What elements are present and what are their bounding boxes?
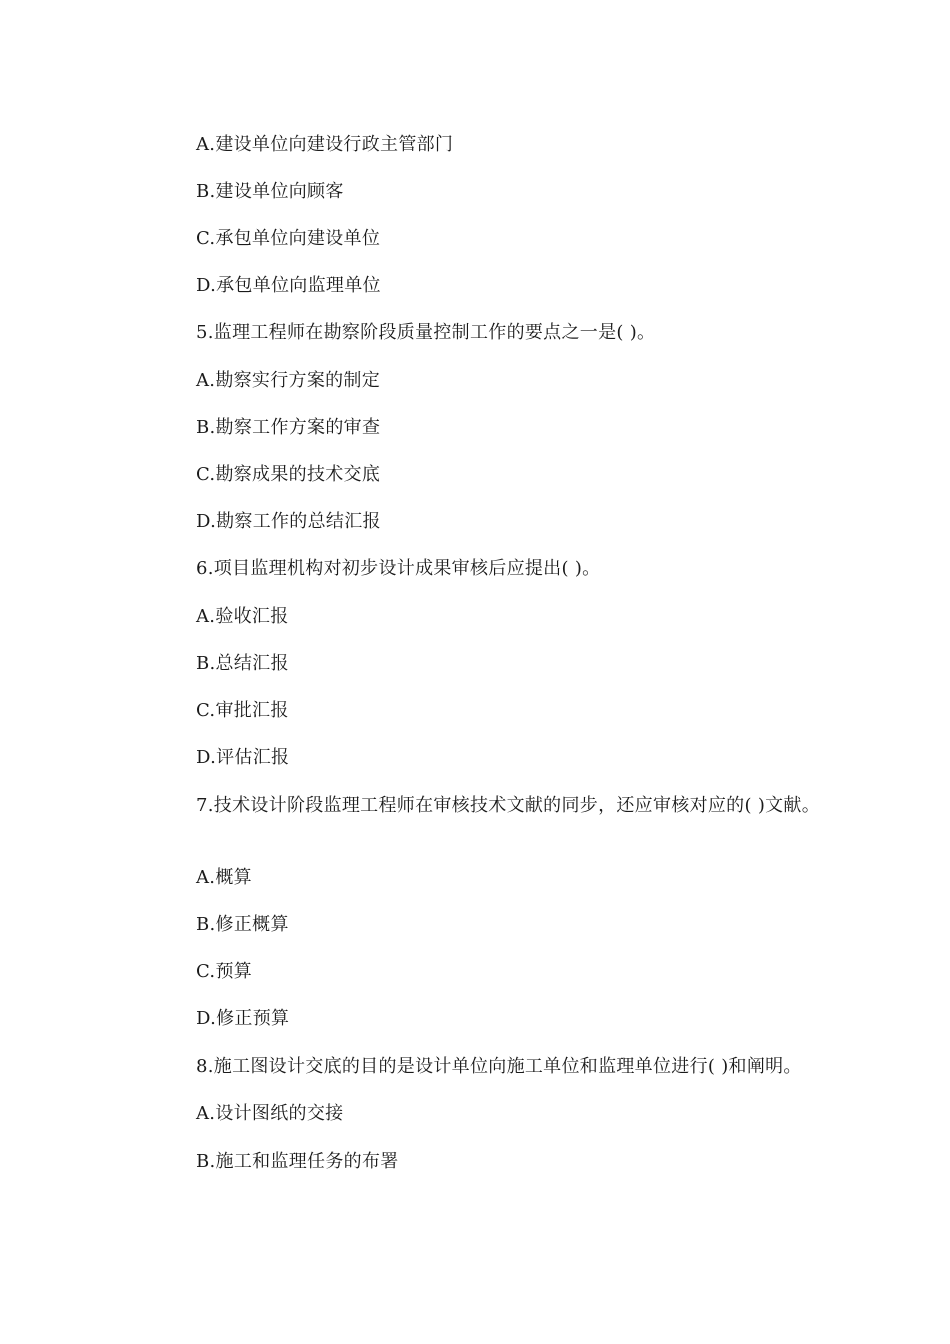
- q8-stem: 8.施工图设计交底的目的是设计单位向施工单位和监理单位进行( )和阐明。: [196, 1056, 802, 1077]
- q6-option-d: D.评估汇报: [196, 747, 290, 768]
- q6-option-c: C.审批汇报: [196, 700, 289, 721]
- q4-option-d: D.承包单位向监理单位: [196, 275, 381, 296]
- q5-option-d: D.勘察工作的总结汇报: [196, 511, 381, 532]
- q6-option-a: A.验收汇报: [196, 606, 289, 627]
- q7-option-c: C.预算: [196, 961, 253, 982]
- q5-option-b: B.勘察工作方案的审查: [196, 417, 381, 438]
- q4-option-b: B.建设单位向顾客: [196, 181, 344, 202]
- q6-option-b: B.总结汇报: [196, 653, 289, 674]
- q8-option-b: B.施工和监理任务的布署: [196, 1151, 399, 1172]
- q6-stem: 6.项目监理机构对初步设计成果审核后应提出( )。: [196, 558, 601, 579]
- q4-option-a: A.建设单位向建设行政主管部门: [196, 134, 454, 155]
- q8-option-a: A.设计图纸的交接: [196, 1103, 344, 1124]
- q7-option-b: B.修正概算: [196, 914, 289, 935]
- q7-option-a: A.概算: [196, 867, 252, 888]
- q5-option-c: C.勘察成果的技术交底: [196, 464, 381, 485]
- q5-option-a: A.勘察实行方案的制定: [196, 370, 381, 391]
- q7-option-d: D.修正预算: [196, 1008, 290, 1029]
- q4-option-c: C.承包单位向建设单位: [196, 228, 381, 249]
- q7-stem: 7.技术设计阶段监理工程师在审核技术文献的同步，还应审核对应的( )文献。: [196, 795, 821, 816]
- q5-stem: 5.监理工程师在勘察阶段质量控制工作的要点之一是( )。: [196, 322, 656, 343]
